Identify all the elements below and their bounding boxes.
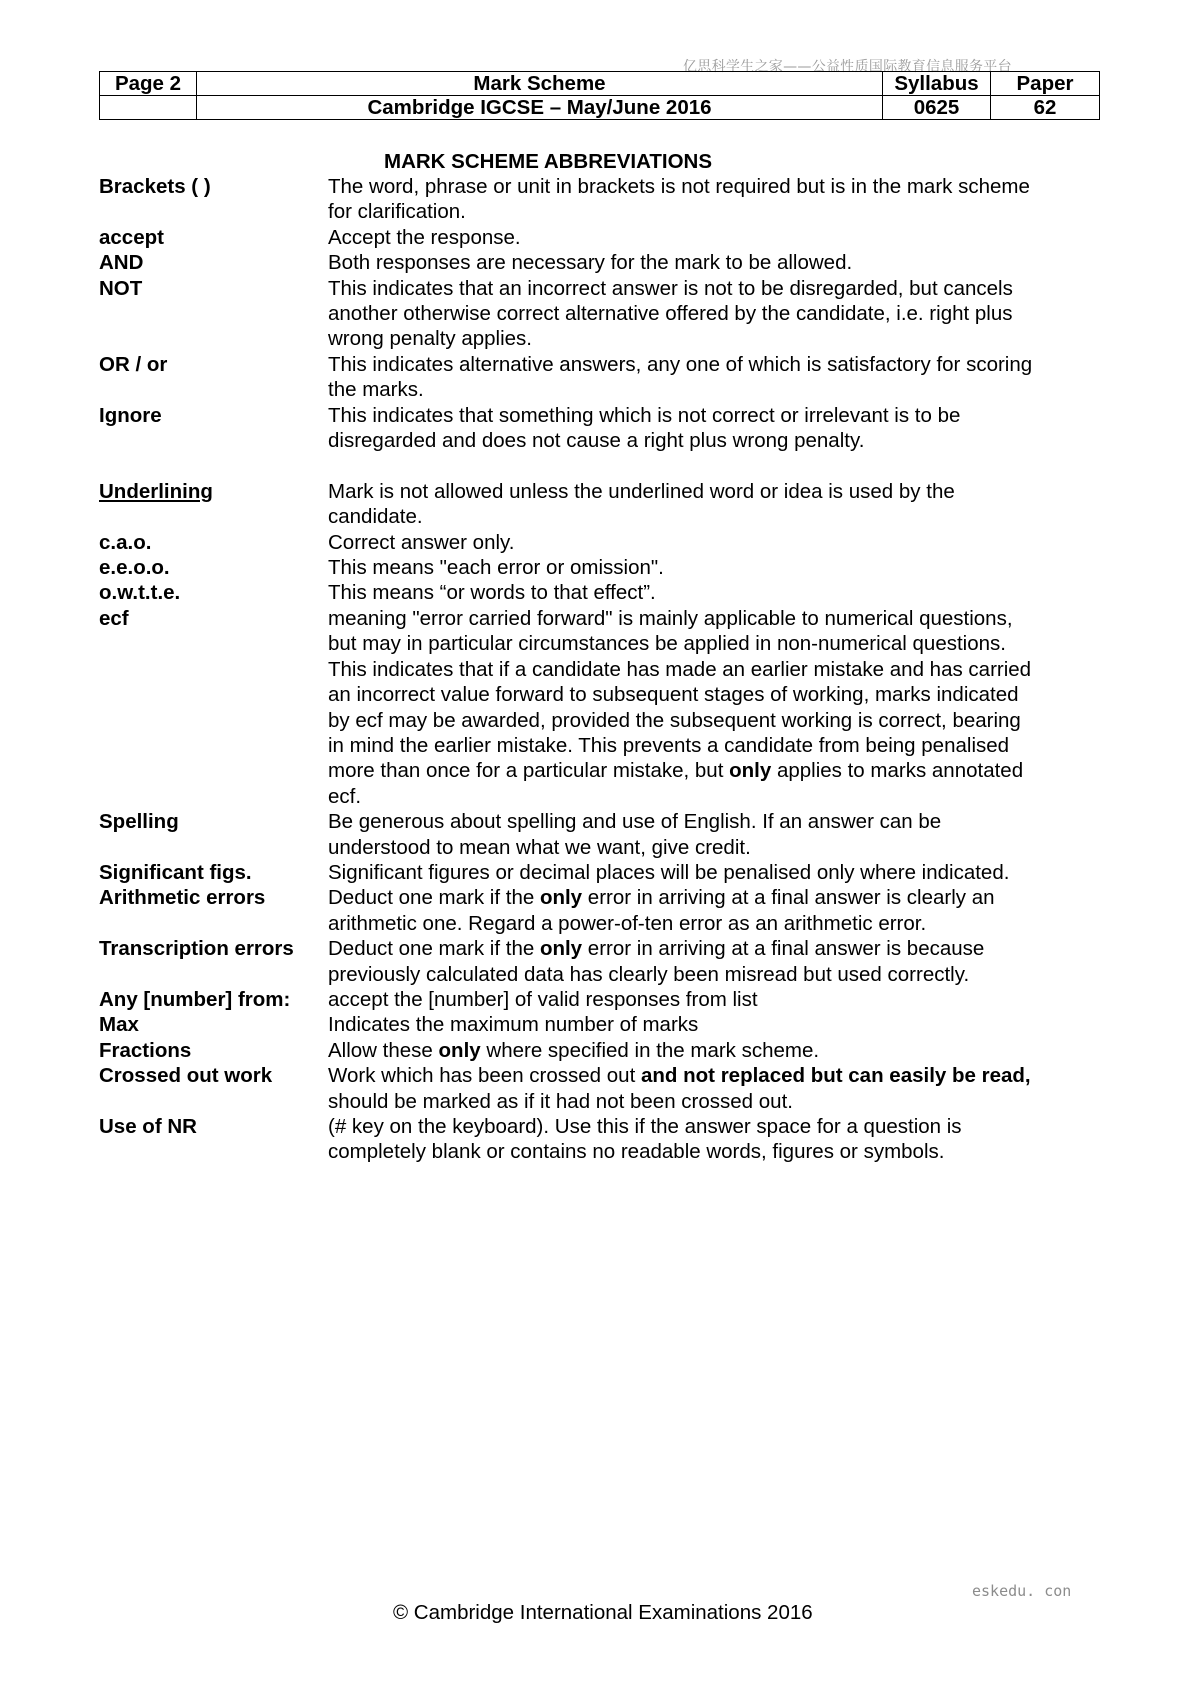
abbreviation-row bbox=[99, 276, 1099, 352]
abbreviation-row bbox=[99, 936, 1099, 987]
abbreviation-term: accept bbox=[99, 225, 164, 249]
abbreviation-row bbox=[99, 174, 1099, 225]
underlined-term: Underlining bbox=[99, 479, 213, 503]
abbreviation-description: Indicates the maximum number of marks bbox=[328, 1013, 699, 1037]
page-number: Page 2 bbox=[100, 72, 197, 96]
abbreviation-row bbox=[99, 809, 1099, 860]
abbreviation-row bbox=[99, 352, 1099, 403]
abbreviation-row bbox=[99, 250, 1099, 275]
abbreviation-row bbox=[99, 580, 1099, 605]
document-title: Mark Scheme bbox=[197, 72, 883, 96]
abbreviation-row bbox=[99, 1038, 1099, 1063]
abbreviation-row bbox=[99, 530, 1099, 555]
empty-cell bbox=[100, 96, 197, 120]
abbreviation-term bbox=[99, 479, 328, 504]
abbreviation-description: Deduct one mark if the only error in arriving at a final answer is because previously calculated data has clearly been misread but used correctly. bbox=[328, 937, 985, 986]
abbreviation-description: This means "each error or omission". bbox=[328, 556, 664, 580]
abbreviation-term: c.a.o. bbox=[99, 530, 152, 554]
abbreviation-description: (# key on the keyboard). Use this if the answer space for a question is completely blank or contains no readable words, figures or symbols. bbox=[328, 1115, 962, 1164]
abbreviation-row bbox=[99, 606, 1099, 809]
abbreviation-row bbox=[99, 225, 1099, 250]
abbreviation-term: OR / or bbox=[99, 352, 168, 376]
exam-name: Cambridge IGCSE – May/June 2016 bbox=[197, 96, 883, 120]
copyright-footer: © Cambridge International Examinations 2016 bbox=[393, 1601, 813, 1624]
abbreviation-row bbox=[99, 987, 1099, 1012]
abbreviation-term: Ignore bbox=[99, 403, 162, 427]
abbreviation-row bbox=[99, 860, 1099, 885]
abbreviation-term: Any [number] from: bbox=[99, 987, 291, 1011]
abbreviation-row bbox=[99, 885, 1099, 936]
abbreviation-description: Accept the response. bbox=[328, 225, 521, 249]
site-watermark: eskedu. con bbox=[972, 1582, 1072, 1600]
abbreviation-description: meaning "error carried forward" is mainly applicable to numerical questions, but may in particular circumstances be applied in non-numerical questions. This indicates that if a candidate has made an earlier mistake and has carried an incorrect value forward to subsequent stages of working, marks indicated by ecf may be awarded, provided the subsequent working is correct, bearing in mind the earlier mistake. This prevents a candidate from being penalised more than once for a particular mistake, but only applies to marks annotated ecf. bbox=[328, 606, 1032, 808]
syllabus-code: 0625 bbox=[883, 96, 991, 120]
abbreviation-description: Significant figures or decimal places will be penalised only where indicated. bbox=[328, 860, 1010, 884]
abbreviation-term: Arithmetic errors bbox=[99, 886, 266, 910]
abbreviation-description: Correct answer only. bbox=[328, 530, 515, 554]
abbreviations-list bbox=[99, 174, 1099, 1165]
abbreviation-term: Fractions bbox=[99, 1038, 192, 1062]
syllabus-label: Syllabus bbox=[883, 72, 991, 96]
abbreviation-description: Mark is not allowed unless the underlined word or idea is used by the candidate. bbox=[328, 479, 955, 529]
abbreviation-description: Deduct one mark if the only error in arriving at a final answer is clearly an arithmetic one. Regard a power-of-ten error as an arithmetic error. bbox=[328, 886, 995, 935]
section-heading: MARK SCHEME ABBREVIATIONS bbox=[384, 150, 713, 173]
abbreviation-term: Max bbox=[99, 1013, 139, 1037]
abbreviation-description: accept the [number] of valid responses from list bbox=[328, 987, 758, 1011]
header-table bbox=[99, 71, 1100, 120]
abbreviation-row bbox=[99, 1114, 1099, 1165]
abbreviation-description: Allow these only where specified in the mark scheme. bbox=[328, 1038, 820, 1062]
abbreviation-term: e.e.o.o. bbox=[99, 556, 170, 580]
abbreviation-term: o.w.t.t.e. bbox=[99, 581, 181, 605]
paper-label: Paper bbox=[991, 72, 1100, 96]
abbreviation-description: Work which has been crossed out and not replaced but can easily be read, should be marked as if it had not been crossed out. bbox=[328, 1064, 1031, 1113]
abbreviation-description: Both responses are necessary for the mark to be allowed. bbox=[328, 251, 853, 275]
abbreviation-row bbox=[99, 1012, 1099, 1037]
abbreviation-description: This indicates alternative answers, any one of which is satisfactory for scoring the marks. bbox=[328, 352, 1033, 402]
abbreviation-term: ecf bbox=[99, 606, 129, 630]
abbreviation-term: Brackets ( ) bbox=[99, 175, 211, 198]
abbreviation-description: This means “or words to that effect”. bbox=[328, 581, 656, 605]
abbreviation-term: AND bbox=[99, 251, 144, 275]
abbreviation-term: Spelling bbox=[99, 810, 179, 834]
abbreviation-term: Use of NR bbox=[99, 1115, 197, 1139]
abbreviation-term: Transcription errors bbox=[99, 937, 294, 961]
abbreviation-term: NOT bbox=[99, 276, 143, 300]
abbreviation-row bbox=[99, 479, 1099, 530]
abbreviation-row bbox=[99, 403, 1099, 454]
abbreviation-description: Be generous about spelling and use of English. If an answer can be understood to mean what we want, give credit. bbox=[328, 810, 942, 859]
paper-number: 62 bbox=[991, 96, 1100, 120]
abbreviation-term: Crossed out work bbox=[99, 1064, 273, 1088]
abbreviation-description: This indicates that something which is not correct or irrelevant is to be disregarded and does not cause a right plus wrong penalty. bbox=[328, 403, 961, 453]
watermark: 亿思科学生之家——公益性质国际教育信息服务平台 bbox=[683, 59, 1012, 75]
abbreviation-row bbox=[99, 1063, 1099, 1114]
abbreviation-description: This indicates that an incorrect answer is not to be disregarded, but cancels another otherwise correct alternative offered by the candidate, i.e. right plus wrong penalty applies. bbox=[328, 276, 1013, 351]
abbreviation-row bbox=[99, 555, 1099, 580]
abbreviation-term: Significant figs. bbox=[99, 860, 252, 884]
abbreviation-description: The word, phrase or unit in brackets is not required but is in the mark scheme for clarification. bbox=[328, 175, 1030, 224]
